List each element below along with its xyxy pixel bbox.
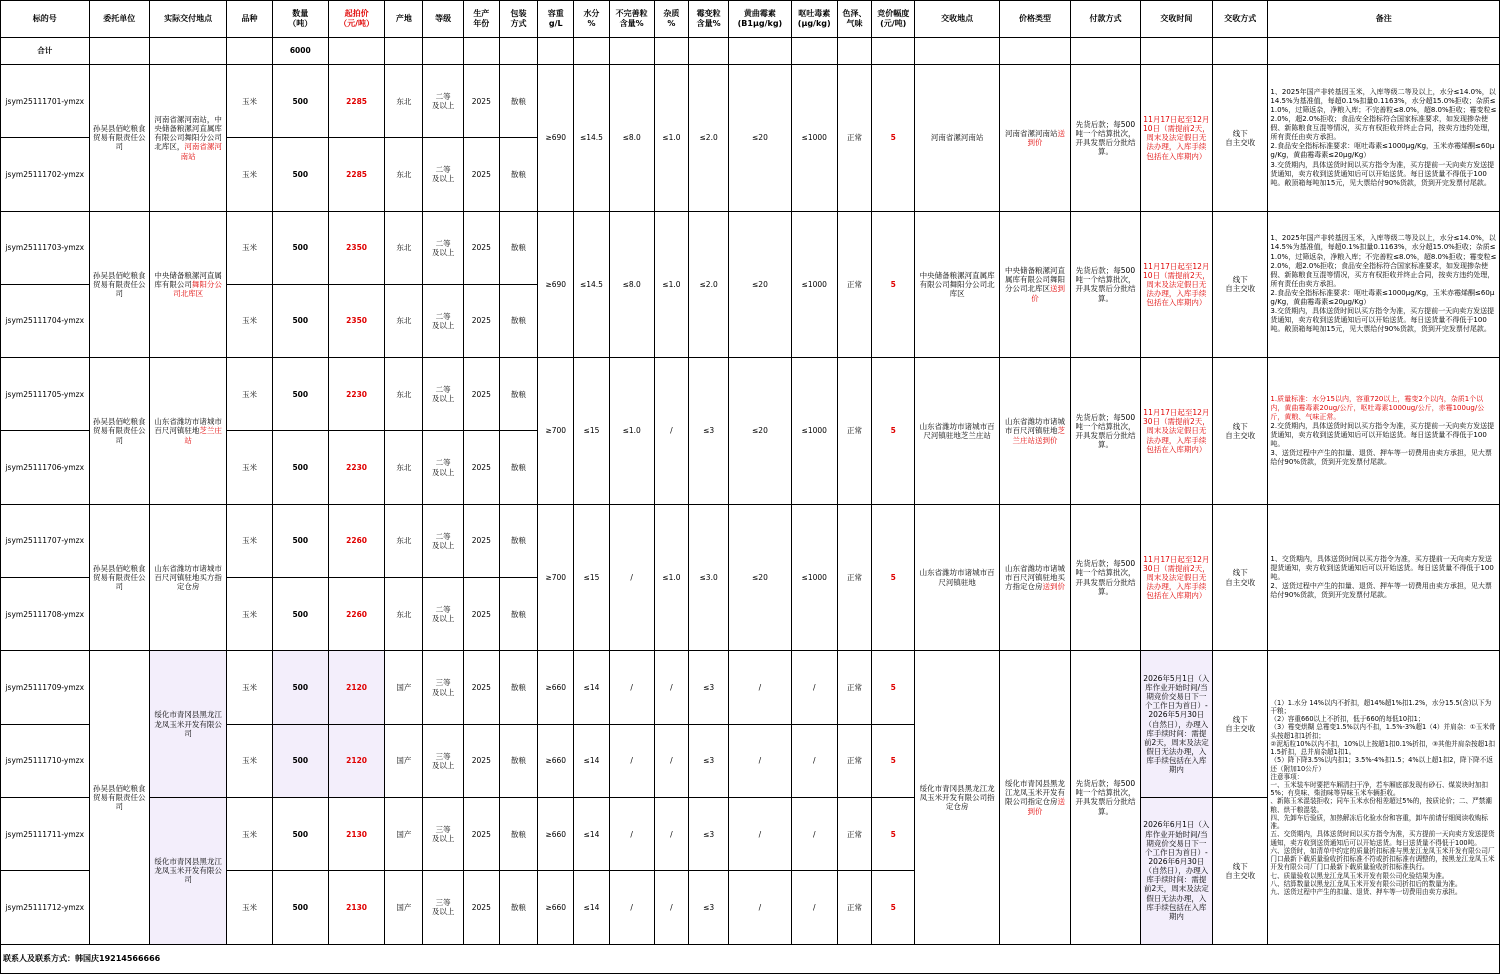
payment-method: 先货后款；每500吨一个结算批次，开具发票后分批结算。 bbox=[1071, 211, 1140, 358]
origin: 东北 bbox=[385, 284, 423, 357]
lot-id: jsym25111706-ymzx bbox=[1, 431, 90, 504]
start-price: 2130 bbox=[328, 797, 384, 870]
packaging: 散粮 bbox=[499, 724, 537, 797]
delivery-time: 2026年5月1日（入库作业开始时间/当期竞价交易日下一个工作日为首日）-2026年5月30日（自然日），办理入库手续时间：需提前2天，周末及法定假日无法办理，入库手续包括在入库期内 bbox=[1140, 651, 1212, 798]
delivery-method: 线下 自主交收 bbox=[1213, 65, 1268, 212]
spec-step: 5 bbox=[872, 651, 915, 724]
origin: 东北 bbox=[385, 431, 423, 504]
spec-mold: ≤3 bbox=[689, 358, 729, 505]
spec-mold: ≤2.0 bbox=[689, 211, 729, 358]
spec-color: 正常 bbox=[837, 724, 871, 797]
start-price: 2120 bbox=[328, 724, 384, 797]
grade: 三等 及以上 bbox=[423, 651, 463, 724]
quantity: 500 bbox=[272, 724, 328, 797]
column-header: 霉变粒 含量% bbox=[689, 1, 729, 38]
production-year: 2025 bbox=[463, 138, 499, 211]
text-part-red: 芝兰庄站送到价 bbox=[1012, 426, 1066, 445]
production-year: 2025 bbox=[463, 504, 499, 577]
spec-impurity: / bbox=[654, 358, 688, 505]
remarks-text: 1、交货期内，具体送货时间以买方指令为准，买方提前一天向卖方发送提货通知，卖方收到送货通知后可以开始送货。每日送货量不得低于100吨。 2、送货过程中产生的扣量、退货、押车等一切费用由卖方承担，见大票给付90%货款，货到开完发票付尾款。 bbox=[1270, 554, 1494, 600]
spec-step: 5 bbox=[872, 724, 915, 797]
lot-id: jsym25111712-ymzx bbox=[1, 871, 90, 944]
variety: 玉米 bbox=[227, 358, 272, 431]
start-price: 2230 bbox=[328, 358, 384, 431]
packaging: 散粮 bbox=[499, 797, 537, 870]
grade: 二等 及以上 bbox=[423, 138, 463, 211]
delivery-time: 11月17日起至12月30日（需提前2天，周末及法定假日无法办理，入库手续包括在入库期内） bbox=[1140, 504, 1212, 651]
spec-moisture: ≤14.5 bbox=[574, 211, 609, 358]
spec-mold: ≤2.0 bbox=[689, 65, 729, 212]
spec-don: ≤1000 bbox=[791, 211, 837, 358]
spec-aflatoxin: / bbox=[729, 871, 791, 944]
text-part-red: 河南省漯河南站 bbox=[180, 142, 222, 161]
quantity: 500 bbox=[272, 504, 328, 577]
grade: 二等 及以上 bbox=[423, 504, 463, 577]
price-type bbox=[999, 65, 1070, 212]
spec-don: ≤1000 bbox=[791, 358, 837, 505]
grade: 二等 及以上 bbox=[423, 284, 463, 357]
column-header: 委托单位 bbox=[89, 1, 149, 38]
packaging: 散粮 bbox=[499, 211, 537, 284]
lot-id: jsym25111708-ymzx bbox=[1, 578, 90, 651]
delivery-time: 11月17日起至12月30日（需提前2天，周末及法定假日无法办理，入库手续包括在入库期内） bbox=[1140, 358, 1212, 505]
spec-color: 正常 bbox=[837, 797, 871, 870]
variety: 玉米 bbox=[227, 431, 272, 504]
lot-id: jsym25111711-ymzx bbox=[1, 797, 90, 870]
spec-imperfect: ≤1.0 bbox=[609, 358, 654, 505]
delivery-site: 山东省潍坊市诸城市百尺河镇驻地芝兰庄站 bbox=[915, 358, 1000, 505]
packaging: 散粮 bbox=[499, 504, 537, 577]
price-type bbox=[999, 504, 1070, 651]
spec-imperfect: ≤8.0 bbox=[609, 65, 654, 212]
spec-density: ≥660 bbox=[538, 651, 574, 724]
column-header: 包装 方式 bbox=[499, 1, 537, 38]
grade: 二等 及以上 bbox=[423, 431, 463, 504]
remarks-text: 1、2025年国产非转基因玉米，入库等级二等及以上，水分≤14.0%，以14.5%为基准值，每超0.1%扣量0.1163%，水分超15.0%拒收；杂质≤1.0%，过筛返杂，净粮入库；不完善粒≤8.0%，超8.0%拒收；霉变粒≤2.0%，超2.0%拒收；食品安全指标符合国家标准要求，如发现掺杂使假、新陈粮食互混等情况，买方有权拒收并终止合同，按卖方违约处理，所有责任由卖方承担。 2.食品安全指标标准要求：呕吐毒素≤1000μg/Kg，玉米赤霉烯酮≤60μg/Kg，黄曲霉毒素≤20μg/Kg） 3.交货期内，具体送货时间以买方指令为准，买方提前一天向卖方发送提货通知，卖方收到送货通知后可以开始送货。每日送货量不得低于100吨。敞顶箱每吨加15元，见大票给付90%货款，货到开完发票付尾款。 bbox=[1270, 87, 1497, 187]
text-part: 山东省潍坊市诸城市百尺河镇驻地买方指定仓房 bbox=[154, 563, 222, 592]
text-part-red: 舞阳分公司北库区 bbox=[173, 279, 222, 298]
grade: 二等 及以上 bbox=[423, 358, 463, 431]
spec-aflatoxin: ≤20 bbox=[729, 358, 791, 505]
delivery-place: 绥化市青冈县黑龙江龙凤玉米开发有限公司 bbox=[149, 651, 226, 798]
variety: 玉米 bbox=[227, 211, 272, 284]
delivery-place bbox=[149, 211, 226, 358]
spec-imperfect: / bbox=[609, 871, 654, 944]
origin: 东北 bbox=[385, 138, 423, 211]
start-price: 2285 bbox=[328, 65, 384, 138]
packaging: 散粮 bbox=[499, 138, 537, 211]
table-row bbox=[1, 65, 1500, 138]
spec-imperfect: ≤8.0 bbox=[609, 211, 654, 358]
spec-moisture: ≤14 bbox=[574, 797, 609, 870]
quantity: 500 bbox=[272, 284, 328, 357]
delivery-method: 线下 自主交收 bbox=[1213, 504, 1268, 651]
spec-moisture: ≤15 bbox=[574, 504, 609, 651]
start-price: 2350 bbox=[328, 211, 384, 284]
origin: 东北 bbox=[385, 211, 423, 284]
delivery-method: 线下 自主交收 bbox=[1213, 797, 1268, 944]
quantity: 500 bbox=[272, 211, 328, 284]
column-header: 数量 （吨） bbox=[272, 1, 328, 38]
remarks bbox=[1268, 504, 1500, 651]
start-price: 2120 bbox=[328, 651, 384, 724]
spec-density: ≥700 bbox=[538, 504, 574, 651]
total-label: 合计 bbox=[1, 38, 90, 65]
spec-don: / bbox=[791, 724, 837, 797]
lot-id: jsym25111704-ymzx bbox=[1, 284, 90, 357]
remarks-red: 1.质量标准：水分15以内，容重720以上，霉变2个以内，杂质1个以内，黄曲霉毒素20ug/公斤，呕吐毒素1000ug/公斤，赤霉100ug/公斤，黄粮、气味正常。 bbox=[1270, 394, 1485, 421]
column-header: 起拍价 （元/吨） bbox=[328, 1, 384, 38]
variety: 玉米 bbox=[227, 65, 272, 138]
table-row bbox=[1, 504, 1500, 577]
total-quantity: 6000 bbox=[272, 38, 328, 65]
column-header: 等级 bbox=[423, 1, 463, 38]
production-year: 2025 bbox=[463, 284, 499, 357]
packaging: 散粮 bbox=[499, 65, 537, 138]
column-header: 备注 bbox=[1268, 1, 1500, 38]
grade: 二等 及以上 bbox=[423, 578, 463, 651]
text-part: 山东省潍坊市诸城市百尺河镇驻地 bbox=[1005, 417, 1066, 436]
spec-impurity: / bbox=[654, 871, 688, 944]
delivery-site: 中央储备粮漯河直属库有限公司舞阳分公司北库区 bbox=[915, 211, 1000, 358]
consignor: 孙吴县佰屹粮食贸易有限责任公司 bbox=[89, 504, 149, 651]
delivery-time: 2026年6月1日（入库作业开始时间/当期竞价交易日下一个工作日为首日）-2026年6月30日（自然日），办理入库手续时间：需提前2天，周末及法定假日无法办理，入库手续包括在入库期内 bbox=[1140, 797, 1212, 944]
quantity: 500 bbox=[272, 578, 328, 651]
variety: 玉米 bbox=[227, 284, 272, 357]
spec-density: ≥660 bbox=[538, 797, 574, 870]
variety: 玉米 bbox=[227, 651, 272, 724]
spec-color: 正常 bbox=[837, 211, 871, 358]
column-header: 杂质 % bbox=[654, 1, 688, 38]
text-part: 中央储备粮漯河直属库有限公司 bbox=[154, 270, 222, 289]
text-part-red: 送到价 bbox=[1027, 128, 1066, 147]
spec-step: 5 bbox=[872, 358, 915, 505]
payment-method: 先货后款；每500吨一个结算批次，开具发票后分批结算。 bbox=[1071, 651, 1140, 944]
spec-don: ≤1000 bbox=[791, 504, 837, 651]
production-year: 2025 bbox=[463, 651, 499, 724]
column-header: 呕吐毒素 (μg/kg) bbox=[791, 1, 837, 38]
table-row bbox=[1, 211, 1500, 284]
spec-density: ≥660 bbox=[538, 724, 574, 797]
variety: 玉米 bbox=[227, 138, 272, 211]
lot-id: jsym25111702-ymzx bbox=[1, 138, 90, 211]
remarks bbox=[1268, 211, 1500, 358]
column-header: 付款方式 bbox=[1071, 1, 1140, 38]
delivery-site: 山东省潍坊市诸城市百尺河镇驻地 bbox=[915, 504, 1000, 651]
spec-mold: ≤3 bbox=[689, 724, 729, 797]
price-type bbox=[999, 358, 1070, 505]
production-year: 2025 bbox=[463, 65, 499, 138]
origin: 国产 bbox=[385, 651, 423, 724]
text-part: 绥化市青冈县黑龙江龙凤玉米开发有限公司指定仓房 bbox=[1005, 779, 1066, 807]
spec-impurity: ≤1.0 bbox=[654, 211, 688, 358]
spec-imperfect: / bbox=[609, 651, 654, 724]
spec-step: 5 bbox=[872, 211, 915, 358]
start-price: 2260 bbox=[328, 504, 384, 577]
price-type bbox=[999, 211, 1070, 358]
delivery-site: 绥化市青冈县黑龙江龙凤玉米开发有限公司指定仓房 bbox=[915, 651, 1000, 944]
quantity: 500 bbox=[272, 138, 328, 211]
header-row bbox=[1, 1, 1500, 38]
spec-imperfect: / bbox=[609, 797, 654, 870]
spec-color: 正常 bbox=[837, 504, 871, 651]
production-year: 2025 bbox=[463, 211, 499, 284]
remarks-text: 2.交货期内，具体送货时间以买方指令为准，买方提前一天向卖方发送提货通知，卖方收到送货通知后可以开始送货。每日送货量不得低于100吨。 3、送货过程中产生的扣量、退货、押车等一切费用由卖方承担，见大票给付90%货款，货到开完发票付尾款。 bbox=[1270, 421, 1495, 467]
table-row bbox=[1, 651, 1500, 724]
delivery-method: 线下 自主交收 bbox=[1213, 651, 1268, 798]
spec-color: 正常 bbox=[837, 651, 871, 724]
production-year: 2025 bbox=[463, 578, 499, 651]
spec-don: ≤1000 bbox=[791, 65, 837, 212]
column-header: 实际交付地点 bbox=[149, 1, 226, 38]
production-year: 2025 bbox=[463, 358, 499, 431]
payment-method: 先货后款；每500吨一个结算批次，开具发票后分批结算。 bbox=[1071, 65, 1140, 212]
delivery-place bbox=[149, 65, 226, 212]
spec-step: 5 bbox=[872, 65, 915, 212]
lot-id: jsym25111707-ymzx bbox=[1, 504, 90, 577]
spec-density: ≥690 bbox=[538, 65, 574, 212]
spec-density: ≥690 bbox=[538, 211, 574, 358]
spec-aflatoxin: ≤20 bbox=[729, 65, 791, 212]
spec-imperfect: / bbox=[609, 504, 654, 651]
column-header: 色泽、 气味 bbox=[837, 1, 871, 38]
delivery-place bbox=[149, 504, 226, 651]
origin: 东北 bbox=[385, 578, 423, 651]
text-part-red: 送到价 bbox=[1031, 284, 1066, 303]
variety: 玉米 bbox=[227, 871, 272, 944]
spec-aflatoxin: / bbox=[729, 724, 791, 797]
quantity: 500 bbox=[272, 871, 328, 944]
spec-color: 正常 bbox=[837, 871, 871, 944]
column-header: 品种 bbox=[227, 1, 272, 38]
spec-moisture: ≤15 bbox=[574, 358, 609, 505]
spec-aflatoxin: / bbox=[729, 651, 791, 724]
consignor: 孙吴县佰屹粮食贸易有限责任公司 bbox=[89, 211, 149, 358]
price-type bbox=[999, 651, 1070, 944]
quantity: 500 bbox=[272, 431, 328, 504]
footer-row bbox=[1, 944, 1500, 973]
column-header: 交收方式 bbox=[1213, 1, 1268, 38]
grade: 三等 及以上 bbox=[423, 724, 463, 797]
column-header: 交收地点 bbox=[915, 1, 1000, 38]
origin: 东北 bbox=[385, 504, 423, 577]
text-part: 山东省潍坊市诸城市百尺河镇驻地买方指定仓房 bbox=[1005, 563, 1066, 592]
delivery-site: 河南省漯河南站 bbox=[915, 65, 1000, 212]
spec-mold: ≤3 bbox=[689, 797, 729, 870]
origin: 东北 bbox=[385, 358, 423, 431]
grade: 二等 及以上 bbox=[423, 65, 463, 138]
spec-mold: ≤3 bbox=[689, 651, 729, 724]
spec-impurity: ≤1.0 bbox=[654, 504, 688, 651]
packaging: 散粮 bbox=[499, 358, 537, 431]
spec-moisture: ≤14 bbox=[574, 871, 609, 944]
text-part: 中央储备粮漯河直属库有限公司舞阳分公司北库区 bbox=[1005, 266, 1066, 294]
spec-color: 正常 bbox=[837, 65, 871, 212]
variety: 玉米 bbox=[227, 504, 272, 577]
spec-moisture: ≤14 bbox=[574, 724, 609, 797]
delivery-method: 线下 自主交收 bbox=[1213, 211, 1268, 358]
lot-id: jsym25111709-ymzx bbox=[1, 651, 90, 724]
consignor: 孙吴县佰屹粮食贸易有限责任公司 bbox=[89, 358, 149, 505]
packaging: 散粮 bbox=[499, 284, 537, 357]
origin: 东北 bbox=[385, 65, 423, 138]
packaging: 散粮 bbox=[499, 651, 537, 724]
packaging: 散粮 bbox=[499, 431, 537, 504]
start-price: 2230 bbox=[328, 431, 384, 504]
production-year: 2025 bbox=[463, 871, 499, 944]
spec-impurity: / bbox=[654, 651, 688, 724]
text-part: 河南省漯河南站 bbox=[1005, 128, 1058, 138]
delivery-time: 11月17日起至12月10日（需提前2天，周末及法定假日无法办理，入库手续包括在入库期内） bbox=[1140, 65, 1212, 212]
spec-aflatoxin: / bbox=[729, 797, 791, 870]
spec-imperfect: / bbox=[609, 724, 654, 797]
variety: 玉米 bbox=[227, 797, 272, 870]
spec-step: 5 bbox=[872, 504, 915, 651]
start-price: 2130 bbox=[328, 871, 384, 944]
spec-moisture: ≤14.5 bbox=[574, 65, 609, 212]
start-price: 2260 bbox=[328, 578, 384, 651]
start-price: 2350 bbox=[328, 284, 384, 357]
text-part-red: 芝兰庄站 bbox=[184, 426, 222, 445]
lot-id: jsym25111703-ymzx bbox=[1, 211, 90, 284]
spec-density: ≥700 bbox=[538, 358, 574, 505]
spec-mold: ≤3.0 bbox=[689, 504, 729, 651]
text-part: 河南省漯河南站，中央储备粮漯河直属库有限公司舞阳分公司北库区， bbox=[154, 114, 222, 152]
spec-color: 正常 bbox=[837, 358, 871, 505]
column-header: 容重 g/L bbox=[538, 1, 574, 38]
packaging: 散粮 bbox=[499, 578, 537, 651]
table-row bbox=[1, 358, 1500, 431]
total-row bbox=[1, 38, 1500, 65]
spec-don: / bbox=[791, 651, 837, 724]
quantity: 500 bbox=[272, 358, 328, 431]
remarks-text: 1、2025年国产非转基因玉米，入库等级二等及以上，水分≤14.0%，以14.5%为基准值，每超0.1%扣量0.1163%，水分超15.0%拒收；杂质≤1.0%，过筛返杂，净粮入库；不完善粒≤8.0%，超8.0%拒收；霉变粒≤2.0%，超2.0%拒收；食品安全指标符合国家标准要求，如发现掺杂使假、新陈粮食互混等情况，买方有权拒收并终止合同，按卖方违约处理，所有责任由卖方承担。 2.食品安全指标标准要求：呕吐毒素≤1000μg/Kg，玉米赤霉烯酮≤60μg/Kg，黄曲霉毒素≤20μg/Kg） 3.交货期内，具体送货时间以买方指令为准，买方提前一天向卖方发送提货通知，卖方收到送货通知后可以开始送货。每日送货量不得低于100吨。敞顶箱每吨加15元，见大票给付90%货款，货到开完发票付尾款。 bbox=[1270, 234, 1497, 334]
spec-moisture: ≤14 bbox=[574, 651, 609, 724]
spec-mold: ≤3 bbox=[689, 871, 729, 944]
column-header: 黄曲霉素 (B1μg/kg) bbox=[729, 1, 791, 38]
remarks bbox=[1268, 65, 1500, 212]
spec-density: ≥660 bbox=[538, 871, 574, 944]
remarks bbox=[1268, 358, 1500, 505]
delivery-place: 绥化市青冈县黑龙江龙凤玉米开发有限公司 bbox=[149, 797, 226, 944]
production-year: 2025 bbox=[463, 431, 499, 504]
column-header: 交收时间 bbox=[1140, 1, 1212, 38]
production-year: 2025 bbox=[463, 797, 499, 870]
quantity: 500 bbox=[272, 651, 328, 724]
start-price: 2285 bbox=[328, 138, 384, 211]
column-header: 产地 bbox=[385, 1, 423, 38]
lot-id: jsym25111705-ymzx bbox=[1, 358, 90, 431]
contact-info: 联系人及联系方式：韩国庆19214566666 bbox=[1, 944, 1500, 973]
variety: 玉米 bbox=[227, 578, 272, 651]
delivery-method: 线下 自主交收 bbox=[1213, 358, 1268, 505]
grade: 三等 及以上 bbox=[423, 797, 463, 870]
text-part: 山东省潍坊市诸城市百尺河镇驻地 bbox=[154, 417, 222, 436]
origin: 国产 bbox=[385, 724, 423, 797]
spec-aflatoxin: ≤20 bbox=[729, 504, 791, 651]
grade: 二等 及以上 bbox=[423, 211, 463, 284]
variety: 玉米 bbox=[227, 724, 272, 797]
quantity: 500 bbox=[272, 65, 328, 138]
payment-method: 先货后款；每500吨一个结算批次，开具发票后分批结算。 bbox=[1071, 358, 1140, 505]
column-header: 价格类型 bbox=[999, 1, 1070, 38]
column-header: 竞价幅度 (元/吨) bbox=[872, 1, 915, 38]
grade: 三等 及以上 bbox=[423, 871, 463, 944]
consignor: 孙吴县佰屹粮食贸易有限责任公司 bbox=[89, 651, 149, 944]
payment-method: 先货后款；每500吨一个结算批次，开具发票后分批结算。 bbox=[1071, 504, 1140, 651]
delivery-time: 11月17日起至12月10日（需提前2天，周末及法定假日无法办理，入库手续包括在入库期内） bbox=[1140, 211, 1212, 358]
spec-step: 5 bbox=[872, 871, 915, 944]
origin: 国产 bbox=[385, 871, 423, 944]
consignor: 孙吴县佰屹粮食贸易有限责任公司 bbox=[89, 65, 149, 212]
spec-don: / bbox=[791, 797, 837, 870]
origin: 国产 bbox=[385, 797, 423, 870]
remarks: （1）1.水分 14%以内不折扣，超14%超1%扣1.2%，水分15.5(含)以下为干粮； （2）容重660以上不折扣，低于660的每低10扣1； （3）霉变烘糊 总霉变1.5%以内不扣，1.5%-3%超1（4）并肩杂：①玉米骨头按超1扣1折扣； ②泥垢粒10%以内不扣，10%以上按超1扣0.1%折扣，③其他并肩杂按超1扣1.5折扣，总并肩杂超1扣1。 （5）降下降3.5%以内扣1；3.5%-4%扣1.5；4%以上超1扣2，降下降不返还（附加10公斤） 注意事项： 一、玉米装车时要把车厢清扫干净，若车厢底部发现有砂石、煤炭块时加扣5%；有臭味、柴油味等异味玉米车辆拒收。 、新陈玉米混装拒收；同车玉米水份相差超过5%的，按质论价；二、严禁潮粮、烘干粮混装。 四、先卸车后验质，加热解冻后化验水份和容重，卸车前请仔细阅读收购标准。 五、交货期内，具体送货时间以买方指令为准，买方提前一天向卖方发送提货通知，卖方收到送货通知后可以开始送货。每日送货量不得低于100吨。 六、送货时，如清单中约定的质量折扣标准与黑龙江龙凤玉米开发有限公司厂门口最新下载质量验收折扣标准不符或折扣标准有调整的，按黑龙江龙凤玉米开发有限公司厂门口最新下载质量验收折扣标准执行。 七、质量验收以黑龙江龙凤玉米开发有限公司化验结果为准。 八、结算数量以黑龙江龙凤玉米开发有限公司折扣后的数量为准。 九、送货过程中产生的扣量、退货、押车等一切费用由卖方承担。 bbox=[1268, 651, 1500, 944]
lot-id: jsym25111701-ymzx bbox=[1, 65, 90, 138]
delivery-place bbox=[149, 358, 226, 505]
spec-impurity: ≤1.0 bbox=[654, 65, 688, 212]
column-header: 水分 % bbox=[574, 1, 609, 38]
spec-step: 5 bbox=[872, 797, 915, 870]
spec-don: / bbox=[791, 871, 837, 944]
lot-id: jsym25111710-ymzx bbox=[1, 724, 90, 797]
text-part-red: 送到价 bbox=[1042, 582, 1066, 592]
spec-aflatoxin: ≤20 bbox=[729, 211, 791, 358]
text-part-red: 送到价 bbox=[1027, 797, 1066, 816]
spec-impurity: / bbox=[654, 724, 688, 797]
column-header: 生产 年份 bbox=[463, 1, 499, 38]
packaging: 散粮 bbox=[499, 871, 537, 944]
quantity: 500 bbox=[272, 797, 328, 870]
column-header: 标的号 bbox=[1, 1, 90, 38]
spec-impurity: / bbox=[654, 797, 688, 870]
production-year: 2025 bbox=[463, 724, 499, 797]
column-header: 不完善粒 含量% bbox=[609, 1, 654, 38]
